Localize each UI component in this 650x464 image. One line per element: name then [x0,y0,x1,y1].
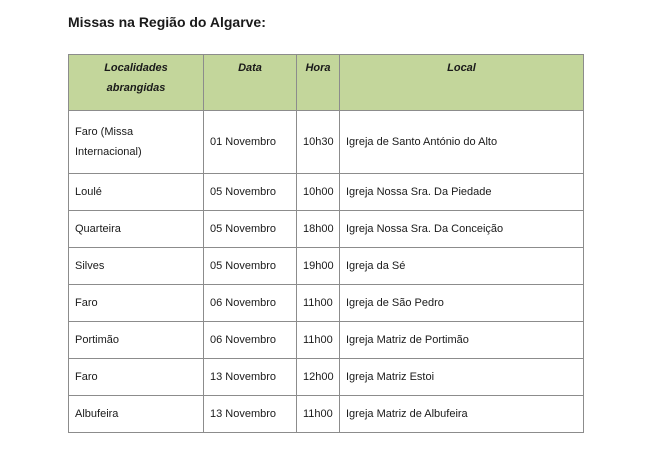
cell-data: 06 Novembro [204,322,297,359]
masses-table [68,54,584,433]
cell-data: 05 Novembro [204,211,297,248]
table-row [69,359,584,396]
cell-hora: 11h00 [297,322,340,359]
cell-local: Igreja Nossa Sra. Da Piedade [340,174,584,211]
cell-data: 06 Novembro [204,285,297,322]
cell-data: 05 Novembro [204,174,297,211]
cell-localidade: Faro (Missa Internacional) [69,111,204,174]
cell-local: Igreja da Sé [340,248,584,285]
cell-localidade: Silves [69,248,204,285]
cell-localidade: Portimão [69,322,204,359]
header-hora: Hora [297,55,340,111]
cell-local: Igreja Matriz de Portimão [340,322,584,359]
table-row [69,322,584,359]
cell-hora: 11h00 [297,396,340,433]
header-localidades: Localidades abrangidas [69,55,204,111]
cell-localidade: Faro [69,285,204,322]
table-row [69,174,584,211]
table-row [69,285,584,322]
cell-data: 05 Novembro [204,248,297,285]
cell-localidade: Faro [69,359,204,396]
table-row [69,211,584,248]
cell-local: Igreja de Santo António do Alto [340,111,584,174]
cell-hora: 10h00 [297,174,340,211]
cell-data: 13 Novembro [204,396,297,433]
page-title: Missas na Região do Algarve: [68,14,266,30]
cell-hora: 19h00 [297,248,340,285]
cell-hora: 11h00 [297,285,340,322]
cell-hora: 12h00 [297,359,340,396]
cell-local: Igreja Nossa Sra. Da Conceição [340,211,584,248]
header-data: Data [204,55,297,111]
cell-hora: 10h30 [297,111,340,174]
cell-local: Igreja Matriz de Albufeira [340,396,584,433]
cell-hora: 18h00 [297,211,340,248]
cell-local: Igreja Matriz Estoi [340,359,584,396]
cell-data: 13 Novembro [204,359,297,396]
cell-localidade: Loulé [69,174,204,211]
table-header-row [69,55,584,111]
table-row [69,111,584,174]
cell-localidade: Albufeira [69,396,204,433]
header-local: Local [340,55,584,111]
cell-local: Igreja de São Pedro [340,285,584,322]
cell-data: 01 Novembro [204,111,297,174]
table-row [69,396,584,433]
table-row [69,248,584,285]
cell-localidade: Quarteira [69,211,204,248]
